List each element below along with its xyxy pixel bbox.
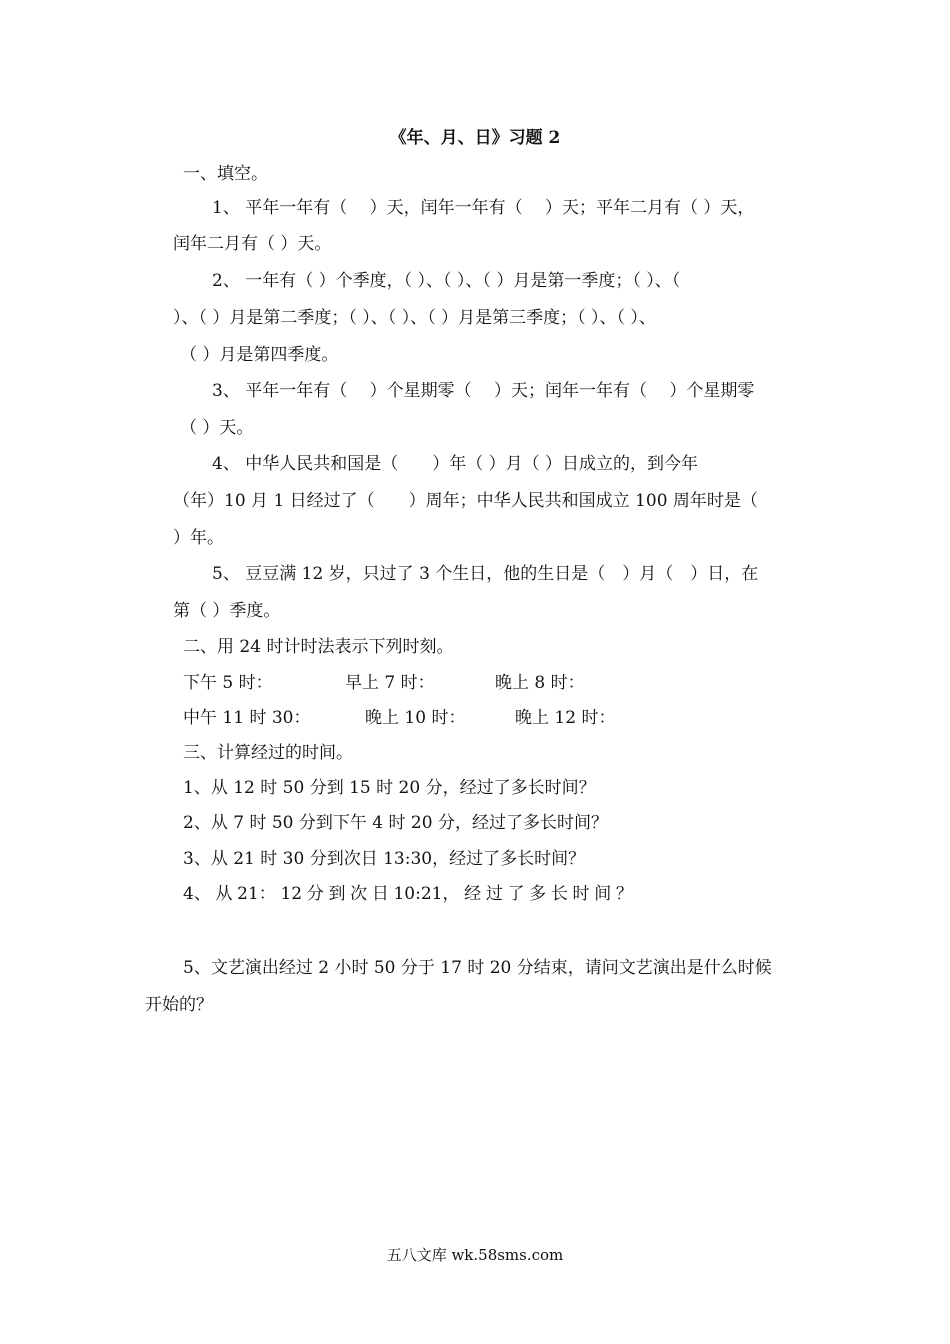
q2-line1: 2、 一年有（ ）个季度，（ ）、（ ）、（ ）月是第一季度；（ ）、（	[212, 271, 681, 291]
section3-heading: 三、计算经过的时间。	[183, 743, 353, 763]
q1-line1: 1、 平年一年有（ ）天，闰年一年有（ ）天；平年二月有（ ）天，	[212, 198, 755, 218]
time-item: 晚上 10 时：	[365, 708, 466, 728]
q3-line1: 3、 平年一年有（ ）个星期零（ ）天；闰年一年有（ ）个星期零	[212, 381, 755, 401]
calc-q1: 1、从 12 时 50 分到 15 时 20 分，经过了多长时间？	[183, 778, 596, 798]
calc-q5-line1: 5、文艺演出经过 2 小时 50 分于 17 时 20 分结束，请问文艺演出是什么时候	[183, 958, 772, 978]
q3-line2: （ ）天。	[180, 418, 254, 438]
calc-q3: 3、从 21 时 30 分到次日 13:30，经过了多长时间？	[183, 849, 586, 869]
time-item: 晚上 8 时：	[495, 673, 585, 693]
section1-heading: 一、填空。	[183, 164, 268, 184]
time-item: 下午 5 时：	[183, 673, 273, 693]
calc-q4: 4、 从 21： 12 分 到 次 日 10:21， 经 过 了 多 长 时 间 ？	[183, 884, 633, 904]
time-item: 晚上 12 时：	[515, 708, 616, 728]
page-title: 《年、月、日》习题 2	[389, 128, 561, 148]
q4-line2: （年）10 月 1 日经过了（ ）周年；中华人民共和国成立 100 周年时是（	[173, 491, 758, 511]
time-item: 早上 7 时：	[345, 673, 435, 693]
time-item: 中午 11 时 30：	[183, 708, 311, 728]
q4-line3: ）年。	[173, 528, 224, 548]
q5-line1: 5、 豆豆满 12 岁，只过了 3 个生日，他的生日是（ ）月（ ）日，在	[212, 564, 759, 584]
q1-line2: 闰年二月有（ ）天。	[173, 234, 332, 254]
q4-line1: 4、 中华人民共和国是（ ）年（ ）月（ ）日成立的，到今年	[212, 454, 699, 474]
footer-watermark: 五八文库 wk.58sms.com	[386, 1246, 564, 1264]
q2-line3: （ ）月是第四季度。	[180, 345, 339, 365]
q2-line2: ）、（ ）月是第二季度；（ ）、（ ）、（ ）月是第三季度；（ ）、（ ）、	[173, 308, 656, 328]
section2-heading: 二、用 24 时计时法表示下列时刻。	[183, 637, 454, 657]
q5-line2: 第（ ）季度。	[173, 601, 281, 621]
calc-q2: 2、从 7 时 50 分到下午 4 时 20 分，经过了多长时间？	[183, 813, 608, 833]
calc-q5-line2: 开始的？	[145, 995, 213, 1015]
